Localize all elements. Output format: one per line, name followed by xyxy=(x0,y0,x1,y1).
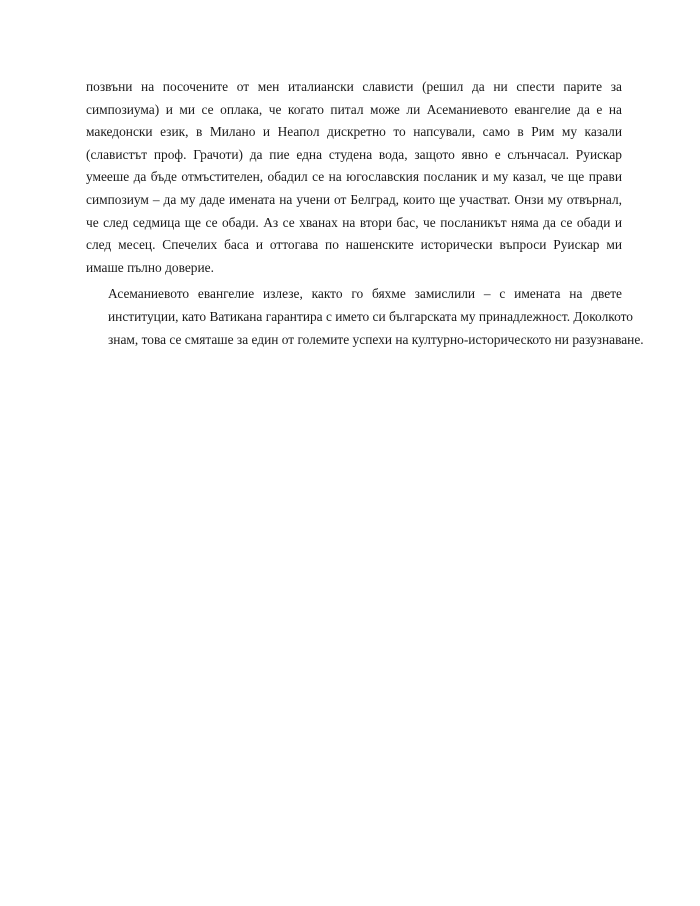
text-line: Асеманиевото евангелие излезе, както го бяхме замислили – с имената на двете xyxy=(108,286,622,302)
text-line: (славистът проф. Грачоти) да пие една студена вода, защото явно е слънчасал. Руискар xyxy=(86,146,622,162)
text-line: след месец. Спечелих баса и оттогава по нашенските исторически въпроси Руискар ми xyxy=(86,237,622,253)
paragraph-2 xyxy=(86,283,644,351)
text-line: имаше пълно доверие. xyxy=(86,259,214,275)
text-line: симпозиум – да му даде имената на учени от Белград, които ще участват. Онзи му отвърнал, xyxy=(86,191,622,207)
body-text xyxy=(86,76,644,351)
paragraph-1 xyxy=(86,76,622,279)
text-line: че след седмица ще се обади. Аз се хванах на втори бас, че посланикът няма да се обади и xyxy=(86,214,622,230)
text-line: позвъни на посочените от мен италиански слависти (решил да ни спести парите за xyxy=(86,79,622,94)
text-line: македонски език, в Милано и Неапол дискретно то напсували, само в Рим му казали xyxy=(86,124,622,140)
text-line: институции, като Ватикана гарантира с името си българската му принадлежност. Доколкото xyxy=(108,308,633,324)
text-line: симпозиума) и ми се оплака, че когато питал може ли Асеманиевото евангелие да е на xyxy=(86,101,622,117)
text-line: умееше да бъде отмъстителен, обадил се на югославския посланик и му казал, че ще прави xyxy=(86,169,622,185)
text-line: знам, това се смяташе за един от големите успехи на културно-историческото ни разузнаване. xyxy=(108,331,644,347)
